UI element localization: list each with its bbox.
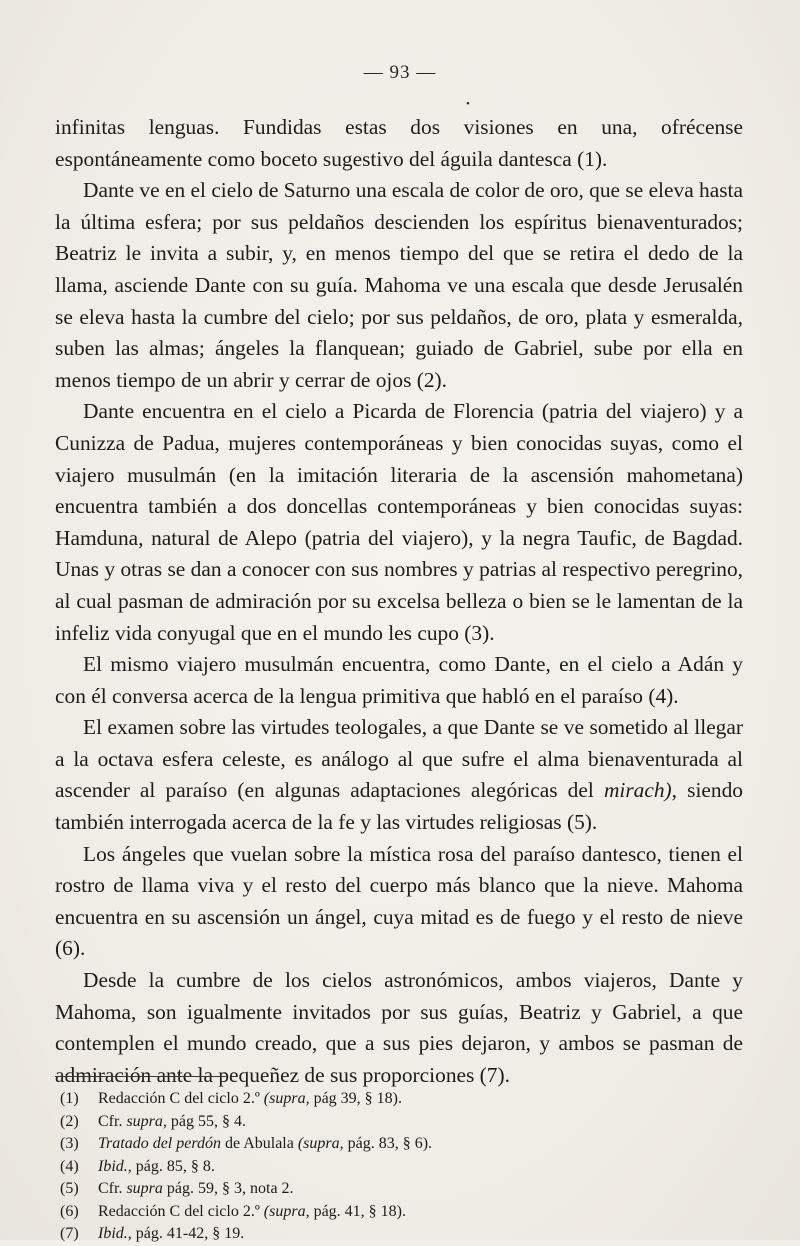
footnote bbox=[60, 1156, 740, 1179]
paragraph-text: , siendo también interrogada acerca de la fe y las virtudes religiosas (5). bbox=[55, 778, 743, 835]
footnote-text: Redacción C del ciclo 2.º (supra, pág. 41, § 18). bbox=[98, 1202, 407, 1220]
footnote bbox=[60, 1111, 740, 1134]
footnote bbox=[60, 1133, 740, 1156]
footnote-italic: supra, bbox=[126, 1112, 167, 1130]
footnote-text: Ibid., pág. 85, § 8. bbox=[98, 1157, 215, 1175]
paragraph: Dante ve en el cielo de Saturno una escala de color de oro, que se eleva hasta la última esfera; por sus peldaños descienden los espíritus bienaventurados; Beatriz le invita a subir, y, en menos tiempo del que se retira el dedo de la llama, asciende Dante con su guía. Mahoma ve una escala que desde Jerusalén se eleva hasta la cumbre del cielo; por sus peldaños, de oro, plata y esmeralda, suben las almas; ángeles la flanquean; guiado de Gabriel, sube por ella en menos tiempo de un abrir y cerrar de ojos (2). bbox=[55, 178, 743, 392]
footnote-number: (2) bbox=[60, 1112, 79, 1130]
footnote-text: Cfr. supra pág. 59, § 3, nota 2. bbox=[98, 1180, 294, 1197]
paragraph: infinitas lenguas. Fundidas estas dos visiones en una, ofrécense espontáneamente como boceto sugestivo del águila dantesca (1). bbox=[55, 115, 743, 171]
footnote bbox=[60, 1223, 740, 1246]
footnote bbox=[60, 1201, 740, 1224]
page-number: — 93 — bbox=[363, 62, 437, 83]
footnote-text: Redacción C del ciclo 2.º (supra, pág 39, § 18). bbox=[98, 1090, 403, 1107]
footnote-number: (7) bbox=[60, 1225, 79, 1242]
footnote-italic: Ibid., bbox=[98, 1225, 132, 1242]
footnotes bbox=[60, 1088, 740, 1246]
footnote-text: Tratado del perdón de Abulala (supra, pág. 83, § 6). bbox=[98, 1135, 433, 1152]
footnote-italic: supra bbox=[126, 1180, 163, 1197]
footnote-number: (4) bbox=[60, 1157, 79, 1175]
footnote-number: (6) bbox=[60, 1202, 79, 1220]
paragraph: Los ángeles que vuelan sobre la mística rosa del paraíso dantesco, tienen el rostro de llama viva y el resto del cuerpo más blanco que la nieve. Mahoma encuentra en su ascensión un ángel, cuya mitad es de fuego y el resto de nieve (6). bbox=[55, 841, 743, 961]
footnote-italic: Ibid., bbox=[98, 1157, 132, 1175]
footnote-rule bbox=[55, 1076, 227, 1077]
footnote-italic: Tratado del perdón bbox=[98, 1135, 221, 1152]
paragraph-text: El examen sobre las virtudes teologales, a que Dante se ve sometido al llegar a la octava esfera celeste, es análogo al que sufre el alma bienaventurada al ascender al paraíso (en algunas adaptaciones alegóricas del bbox=[55, 715, 743, 803]
paragraph: El mismo viajero musulmán encuentra, como Dante, en el cielo a Adán y con él conversa acerca de la lengua primitiva que habló en el paraíso (4). bbox=[55, 652, 743, 708]
paragraph: Desde la cumbre de los cielos astronómicos, ambos viajeros, Dante y Mahoma, son igualmente invitados por sus guías, Beatriz y Gabriel, a que contemplen el mundo creado, que a sus pies dejaron, y ambos se pasman de admiración ante la pequeñez de sus proporciones (7). bbox=[55, 968, 743, 1087]
footnote-number: (3) bbox=[60, 1135, 79, 1152]
footnote-text: Ibid., pág. 41-42, § 19. bbox=[98, 1225, 245, 1242]
footnote bbox=[60, 1088, 740, 1111]
paragraph bbox=[55, 712, 743, 838]
paragraph: Dante encuentra en el cielo a Picarda de Florencia (patria del viajero) y a Cunizza de Padua, mujeres contemporáneas y bien conocidas suyas, como el viajero musulmán (en la imitación literaria de la ascensión mahometana) encuentra también a dos doncellas contemporáneas y bien conocidas suyas: Hamduna, natural de Alepo (patria del viajero), y la negra Taufic, de Bagdad. Unas y otras se dan a conocer con sus nombres y patrias al respectivo peregrino, al cual pasman de admiración por su excelsa belleza o bien se le lamentan de la infeliz vida conyugal que en el mundo les cupo (3). bbox=[55, 399, 743, 645]
footnote-number: (1) bbox=[60, 1090, 79, 1107]
paragraph-italic: mirach) bbox=[603, 778, 672, 803]
footnote-text: Cfr. supra, pág 55, § 4. bbox=[98, 1112, 247, 1130]
footnote-italic: (supra, bbox=[297, 1135, 344, 1152]
footnote-number: (5) bbox=[60, 1180, 79, 1197]
footnote-italic: (supra, bbox=[263, 1090, 310, 1107]
footnote-italic: (supra, bbox=[263, 1202, 310, 1220]
page-mark: • bbox=[466, 98, 470, 110]
body-text bbox=[55, 112, 743, 1091]
footnote bbox=[60, 1178, 740, 1201]
